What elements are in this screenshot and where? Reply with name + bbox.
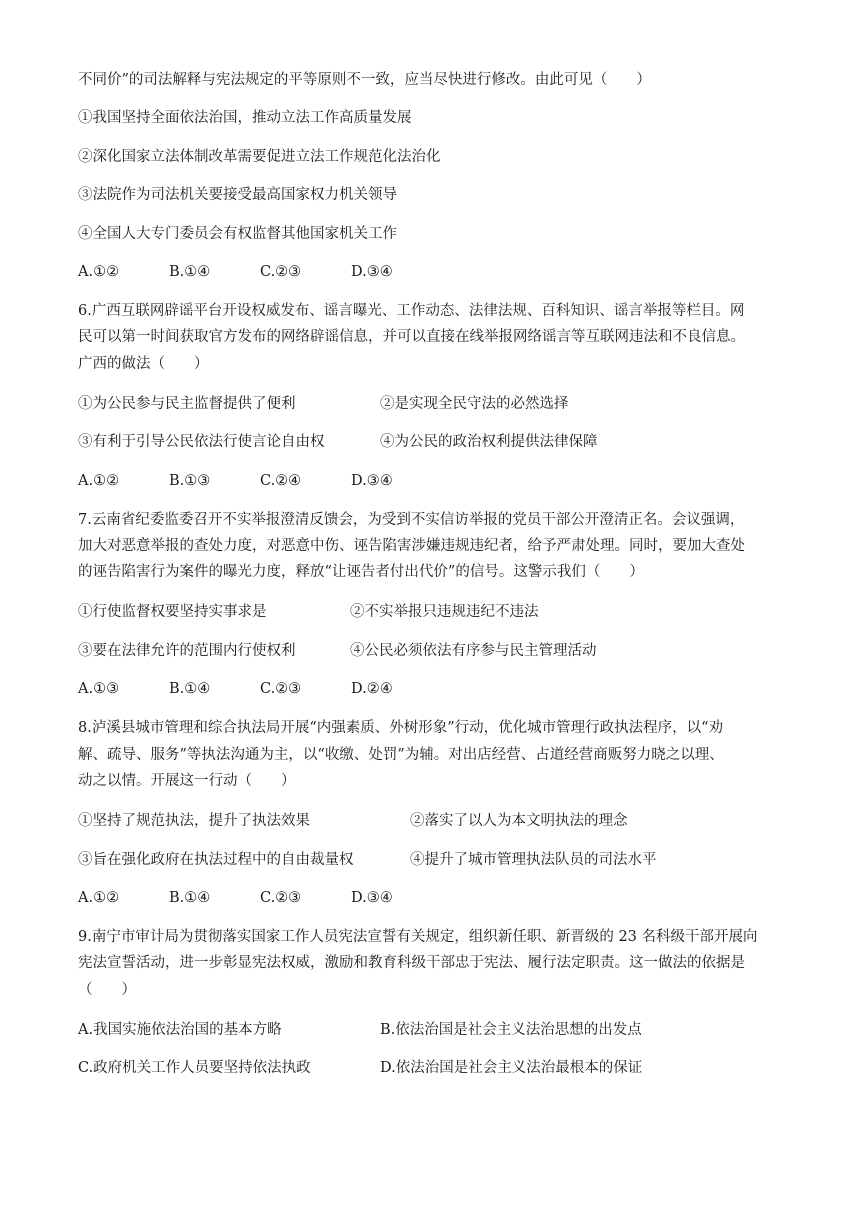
q5-option-c[interactable]: C.②③ — [260, 264, 302, 280]
q5-option-a[interactable]: A.①② — [78, 264, 120, 280]
q6-stem-line-1: 6.广西互联网辟谣平台开设权威发布、谣言曝光、工作动态、法律法规、百科知识、谣言举报等栏目。网 — [78, 303, 745, 319]
q8-option-a[interactable]: A.①② — [78, 890, 120, 906]
q5-item-1: ①我国坚持全面依法治国，推动立法工作高质量发展 — [78, 110, 412, 126]
q8-stem-line-1: 8.泸溪县城市管理和综合执法局开展“内强素质、外树形象”行动，优化城市管理行政执法程序，以“劝 — [78, 720, 724, 736]
q7-stem-line-2: 加大对恶意举报的查处力度，对恶意中伤、诬告陷害涉嫌违规违纪者，给予严肃处理。同时，要加大查处 — [78, 538, 745, 554]
q6-item-3: ③有利于引导公民依法行使言论自由权 — [78, 434, 325, 450]
q8-stem-line-3: 动之以情。开展这一行动（ ） — [78, 773, 296, 789]
q8-item-1: ①坚持了规范执法，提升了执法效果 — [78, 813, 310, 829]
q6-option-b[interactable]: B.①③ — [169, 473, 211, 489]
q5-option-d[interactable]: D.③④ — [351, 264, 393, 280]
q9-option-c[interactable]: C.政府机关工作人员要坚持依法执政 — [78, 1060, 311, 1076]
q7-stem-line-3: 的诬告陷害行为案件的曝光力度，释放“让诬告者付出代价”的信号。这警示我们（ ） — [78, 564, 644, 580]
q7-option-c[interactable]: C.②③ — [260, 681, 302, 697]
q9-option-b[interactable]: B.依法治国是社会主义法治思想的出发点 — [380, 1022, 642, 1038]
q7-item-2: ②不实举报只违规违纪不违法 — [350, 604, 539, 620]
q5-option-b[interactable]: B.①④ — [169, 264, 211, 280]
q7-option-a[interactable]: A.①③ — [78, 681, 120, 697]
q9-stem-line-2: 宪法宣誓活动，进一步彰显宪法权威，激励和教育科级干部忠于宪法、履行法定职责。这一做法的依据是 — [78, 955, 745, 971]
q8-item-4: ④提升了城市管理执法队员的司法水平 — [410, 852, 657, 868]
q5-item-3: ③法院作为司法机关要接受最高国家权力机关领导 — [78, 187, 397, 203]
q8-option-b[interactable]: B.①④ — [169, 890, 211, 906]
q6-item-4: ④为公民的政治权利提供法律保障 — [380, 434, 598, 450]
q9-option-a[interactable]: A.我国实施依法治国的基本方略 — [78, 1022, 282, 1038]
q8-item-2: ②落实了以人为本文明执法的理念 — [410, 813, 628, 829]
q6-stem-line-2: 民可以第一时间获取官方发布的网络辟谣信息，并可以直接在线举报网络谣言等互联网违法和不良信息。 — [78, 329, 745, 345]
q6-option-a[interactable]: A.①② — [78, 473, 120, 489]
q5-item-2: ②深化国家立法体制改革需要促进立法工作规范化法治化 — [78, 149, 441, 165]
q6-stem-line-3: 广西的做法（ ） — [78, 356, 209, 372]
q6-option-c[interactable]: C.②④ — [260, 473, 302, 489]
q5-item-4: ④全国人大专门委员会有权监督其他国家机关工作 — [78, 226, 397, 242]
q9-stem-line-3: （ ） — [78, 982, 136, 998]
q7-stem-line-1: 7.云南省纪委监委召开不实举报澄清反馈会，为受到不实信访举报的党员干部公开澄清正名。会议强调， — [78, 512, 745, 528]
q8-item-3: ③旨在强化政府在执法过程中的自由裁量权 — [78, 852, 354, 868]
q9-stem-line-1: 9.南宁市审计局为贯彻落实国家工作人员宪法宣誓有关规定，组织新任职、新晋级的 23 名科级干部开展向 — [78, 929, 758, 945]
q5-stem-tail: 不同价”的司法解释与宪法规定的平等原则不一致，应当尽快进行修改。由此可见（ ） — [78, 72, 651, 88]
q8-option-d[interactable]: D.③④ — [351, 890, 393, 906]
q6-item-2: ②是实现全民守法的必然选择 — [380, 396, 569, 412]
q6-option-d[interactable]: D.③④ — [351, 473, 393, 489]
q7-option-d[interactable]: D.②④ — [351, 681, 393, 697]
q7-option-b[interactable]: B.①④ — [169, 681, 211, 697]
q8-option-c[interactable]: C.②③ — [260, 890, 302, 906]
q7-item-4: ④公民必须依法有序参与民主管理活动 — [350, 643, 597, 659]
q8-stem-line-2: 解、疏导、服务”等执法沟通为主，以“收缴、处罚”为辅。对出店经营、占道经营商贩努力晓之以理、 — [78, 747, 724, 763]
q6-item-1: ①为公民参与民主监督提供了便利 — [78, 396, 296, 412]
q9-option-d[interactable]: D.依法治国是社会主义法治最根本的保证 — [380, 1060, 643, 1076]
q7-item-1: ①行使监督权要坚持实事求是 — [78, 604, 267, 620]
q7-item-3: ③要在法律允许的范围内行使权利 — [78, 643, 296, 659]
